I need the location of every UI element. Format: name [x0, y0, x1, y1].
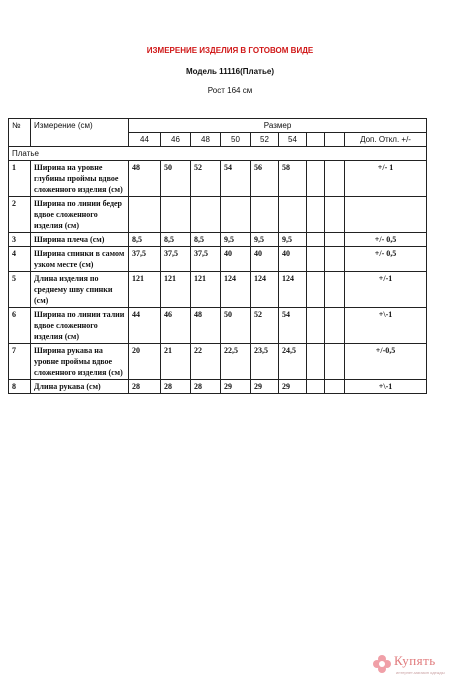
- size-header: 54: [279, 133, 307, 147]
- row-number: 4: [9, 247, 31, 272]
- table-row: [9, 247, 427, 272]
- size-value: 124: [251, 272, 279, 308]
- table-row: [9, 233, 427, 247]
- size-header: 50: [221, 133, 251, 147]
- row-number: 3: [9, 233, 31, 247]
- size-value: 8,5: [191, 233, 221, 247]
- size-value: 22: [191, 344, 221, 380]
- measurement-name: Длина изделия по среднему шву спинки (см): [31, 272, 129, 308]
- size-value: 58: [279, 161, 307, 197]
- size-value: 50: [221, 308, 251, 344]
- size-header: 44: [129, 133, 161, 147]
- table-row: [9, 380, 427, 394]
- size-value: 9,5: [221, 233, 251, 247]
- size-value: 54: [279, 308, 307, 344]
- size-value: 28: [161, 380, 191, 394]
- size-value: 9,5: [279, 233, 307, 247]
- size-value: 8,5: [161, 233, 191, 247]
- flower-logo-icon: [372, 654, 392, 674]
- size-value: 124: [279, 272, 307, 308]
- size-value: 40: [221, 247, 251, 272]
- measurement-table: [8, 118, 427, 394]
- empty-cell: [325, 344, 345, 380]
- size-header: 52: [251, 133, 279, 147]
- tolerance-value: +\-1: [345, 380, 427, 394]
- tolerance-value: [345, 197, 427, 233]
- row-number: 7: [9, 344, 31, 380]
- size-value: 8,5: [129, 233, 161, 247]
- size-value: 121: [129, 272, 161, 308]
- measurement-name: Длина рукава (см): [31, 380, 129, 394]
- row-number: 5: [9, 272, 31, 308]
- measurement-name: Ширина по линии бедер вдвое сложенного изделия (см): [31, 197, 129, 233]
- size-value: 44: [129, 308, 161, 344]
- table-row: [9, 272, 427, 308]
- tolerance-value: +/-1: [345, 272, 427, 308]
- size-value: 56: [251, 161, 279, 197]
- measurement-name: Ширина рукава на уровне проймы вдвое сложенного изделия (см): [31, 344, 129, 380]
- measurement-name: Ширина спинки в самом узком месте (см): [31, 247, 129, 272]
- size-value: 24,5: [279, 344, 307, 380]
- col-measure-header: Измерение (см): [31, 119, 129, 147]
- size-value: 29: [279, 380, 307, 394]
- tolerance-value: +/- 1: [345, 161, 427, 197]
- size-value: 9,5: [251, 233, 279, 247]
- row-number: 2: [9, 197, 31, 233]
- size-value: [191, 197, 221, 233]
- empty-cell: [325, 197, 345, 233]
- empty-size-header: [307, 133, 325, 147]
- empty-cell: [307, 272, 325, 308]
- model-label: Модель 11116(Платье): [185, 67, 274, 76]
- size-value: 22,5: [221, 344, 251, 380]
- table-row: [9, 308, 427, 344]
- size-value: 20: [129, 344, 161, 380]
- size-header: 46: [161, 133, 191, 147]
- size-value: 121: [191, 272, 221, 308]
- size-value: 40: [251, 247, 279, 272]
- size-value: 28: [129, 380, 161, 394]
- tolerance-value: +/- 0,5: [345, 247, 427, 272]
- empty-cell: [307, 161, 325, 197]
- table-row: [9, 197, 427, 233]
- size-value: 48: [129, 161, 161, 197]
- size-value: 52: [191, 161, 221, 197]
- size-value: 50: [161, 161, 191, 197]
- size-value: 21: [161, 344, 191, 380]
- document-title: ИЗМЕРЕНИЕ ИЗДЕЛИЯ В ГОТОВОМ ВИДЕ: [146, 46, 314, 55]
- brand-tagline: интернет-магазин одежды: [396, 670, 445, 675]
- size-value: 37,5: [129, 247, 161, 272]
- col-no-header: №: [9, 119, 31, 147]
- size-value: 46: [161, 308, 191, 344]
- table-row: [9, 344, 427, 380]
- empty-cell: [307, 247, 325, 272]
- size-header: 48: [191, 133, 221, 147]
- empty-size-header: [325, 133, 345, 147]
- empty-cell: [325, 247, 345, 272]
- table-row: [9, 161, 427, 197]
- size-value: 28: [191, 380, 221, 394]
- size-value: [161, 197, 191, 233]
- row-number: 8: [9, 380, 31, 394]
- size-value: 121: [161, 272, 191, 308]
- size-value: [279, 197, 307, 233]
- empty-cell: [307, 308, 325, 344]
- height-label: Рост 164 см: [207, 86, 253, 95]
- size-value: 29: [251, 380, 279, 394]
- size-value: 48: [191, 308, 221, 344]
- size-value: 37,5: [191, 247, 221, 272]
- empty-cell: [325, 308, 345, 344]
- empty-cell: [307, 233, 325, 247]
- measurement-name: Ширина по линии талии вдвое сложенного изделия (см): [31, 308, 129, 344]
- size-value: 54: [221, 161, 251, 197]
- size-value: [129, 197, 161, 233]
- col-size-header: Размер: [129, 119, 427, 133]
- size-value: 124: [221, 272, 251, 308]
- size-value: 52: [251, 308, 279, 344]
- empty-cell: [307, 197, 325, 233]
- header-row-1: [9, 119, 427, 133]
- brand-watermark: [372, 652, 454, 680]
- empty-cell: [307, 344, 325, 380]
- tolerance-header: Доп. Откл. +/-: [345, 133, 427, 147]
- size-value: [221, 197, 251, 233]
- size-value: [251, 197, 279, 233]
- empty-cell: [325, 233, 345, 247]
- tolerance-value: +/- 0,5: [345, 233, 427, 247]
- brand-name: Купять: [394, 653, 436, 668]
- size-value: 29: [221, 380, 251, 394]
- size-value: 23,5: [251, 344, 279, 380]
- empty-cell: [325, 272, 345, 308]
- section-label: Платье: [9, 147, 427, 161]
- row-number: 1: [9, 161, 31, 197]
- section-row: [9, 147, 427, 161]
- tolerance-value: +/-0,5: [345, 344, 427, 380]
- empty-cell: [325, 161, 345, 197]
- empty-cell: [325, 380, 345, 394]
- row-number: 6: [9, 308, 31, 344]
- measurement-name: Ширина на уровне глубины проймы вдвое сложенного изделия (см): [31, 161, 129, 197]
- empty-cell: [307, 380, 325, 394]
- size-value: 40: [279, 247, 307, 272]
- measurement-name: Ширина плеча (см): [31, 233, 129, 247]
- size-value: 37,5: [161, 247, 191, 272]
- tolerance-value: +\-1: [345, 308, 427, 344]
